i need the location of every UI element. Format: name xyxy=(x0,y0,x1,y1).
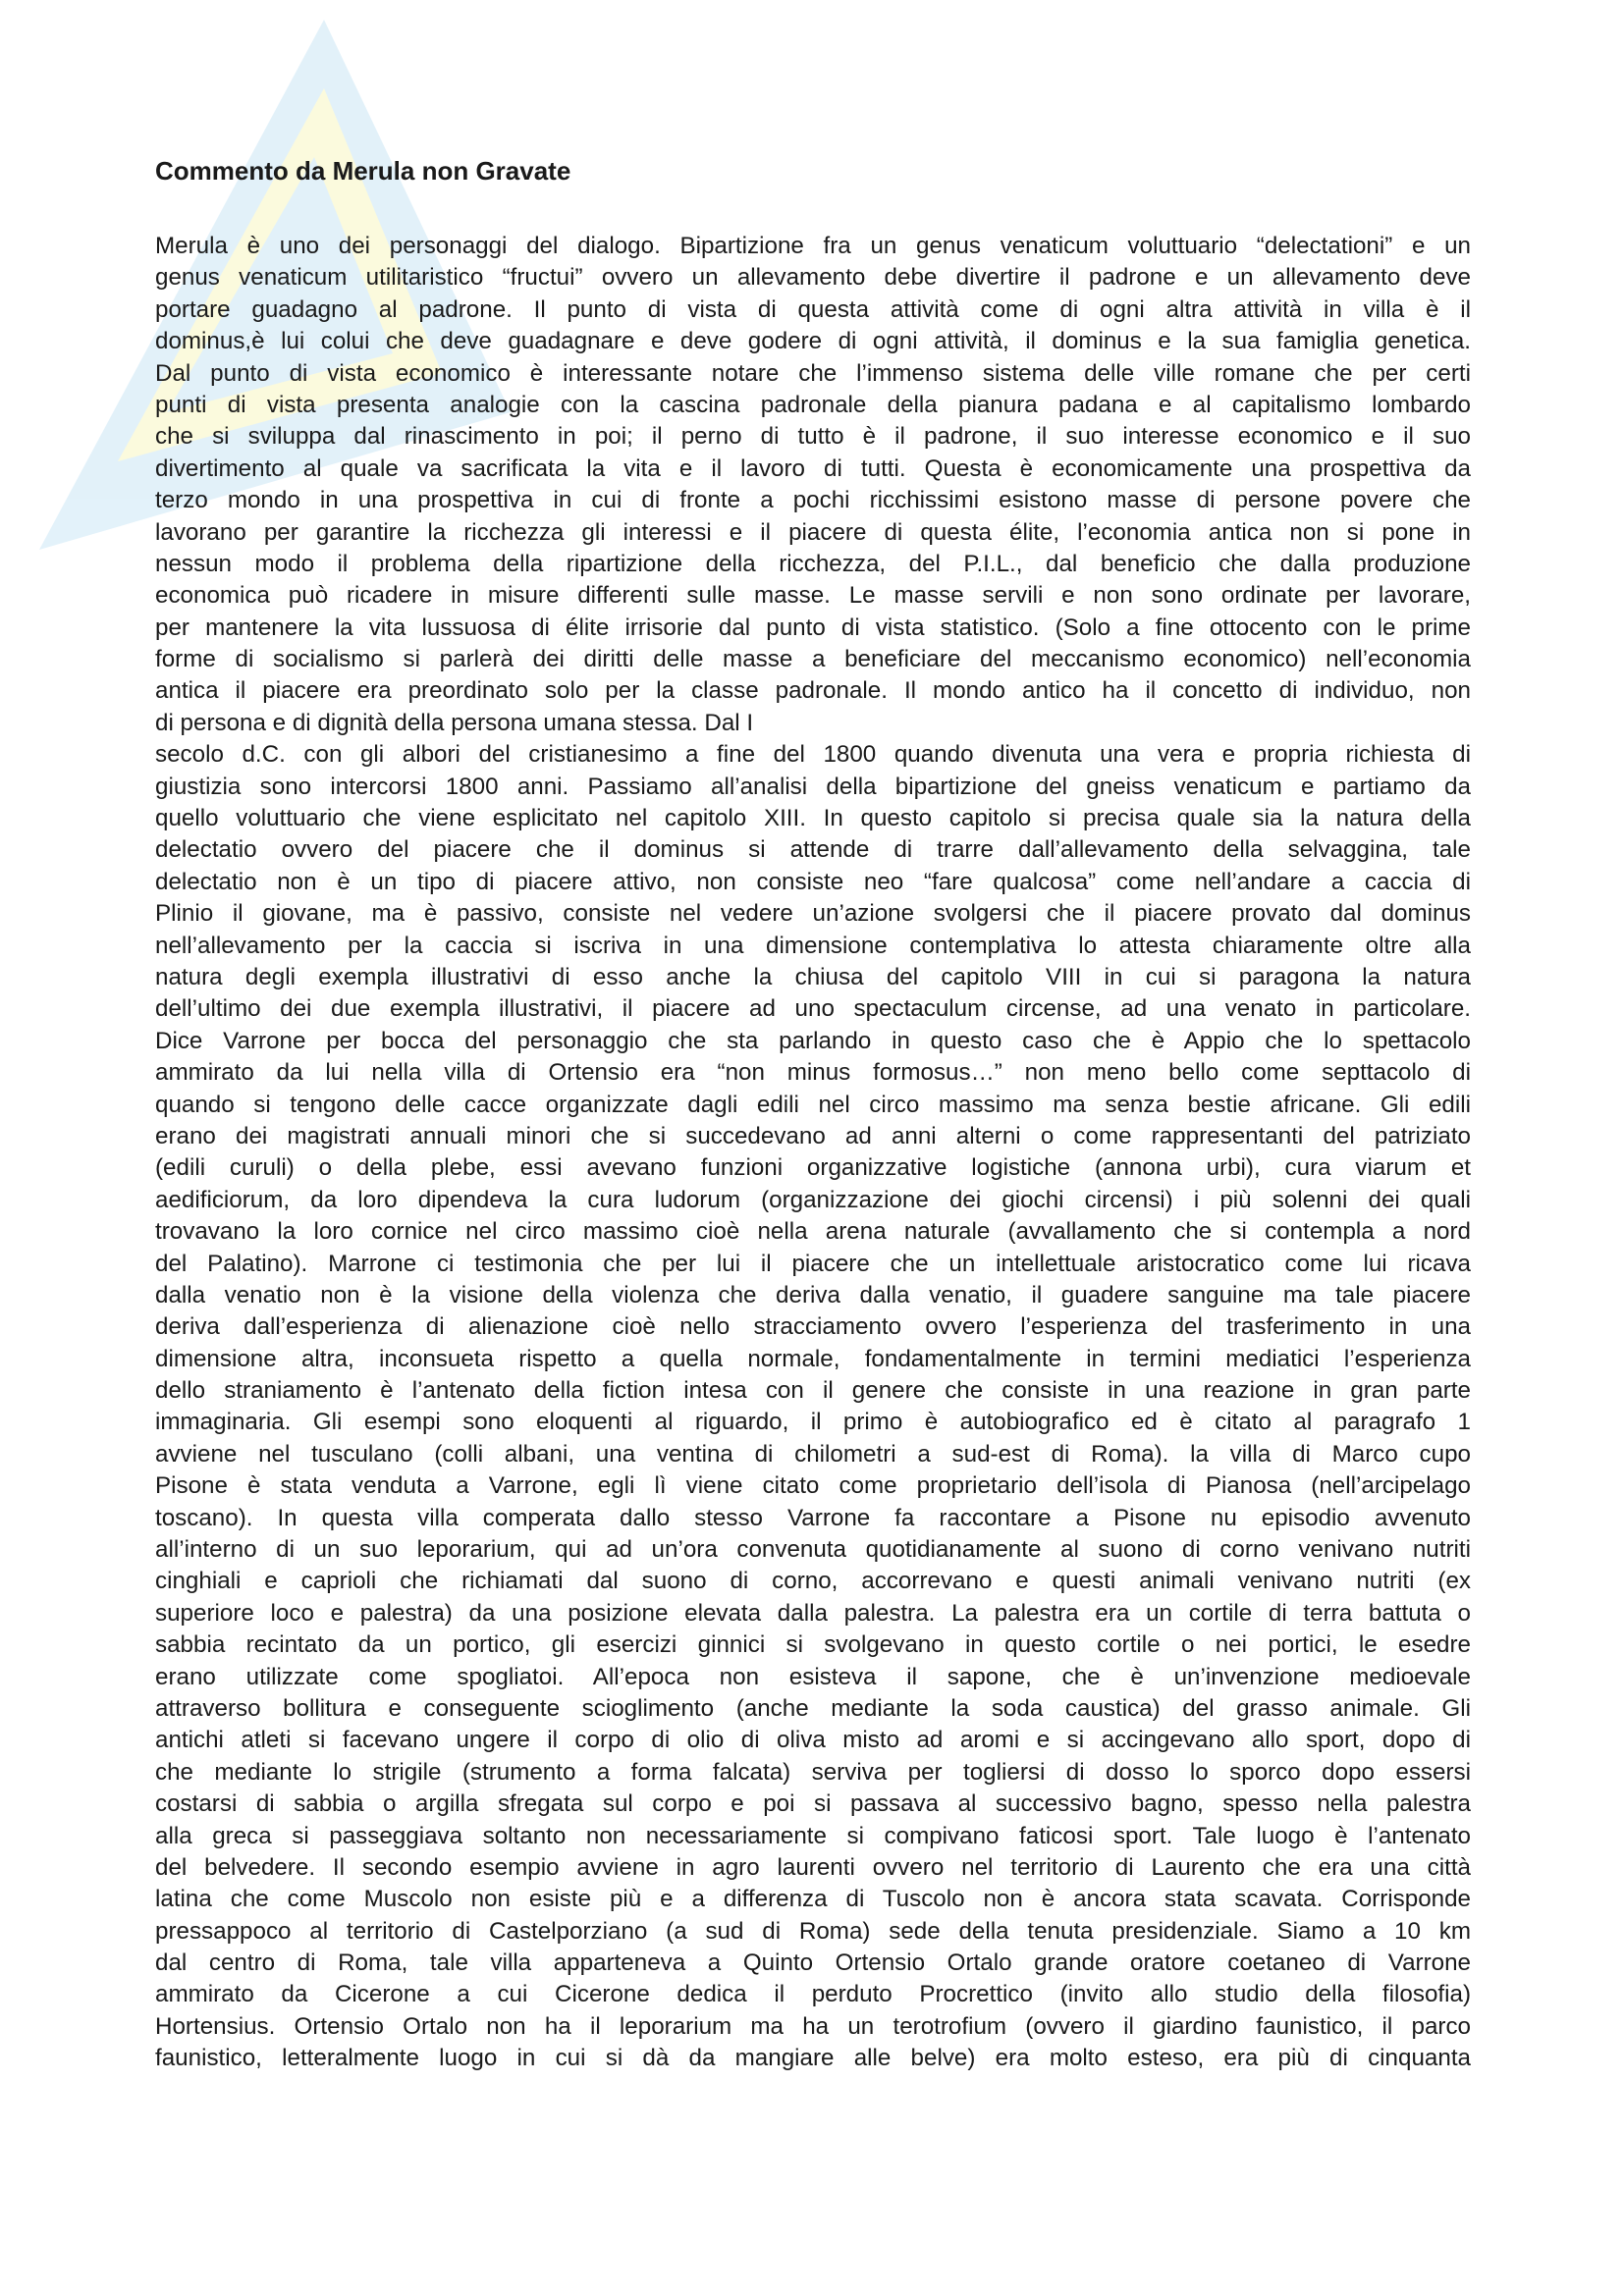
text-line: del Palatino). Marrone ci testimonia che per lui il piacere che un intellettuale aristocratico come lui ricava xyxy=(155,1250,1471,1277)
text-line: nell’allevamento per la caccia si iscriva in una dimensione contemplativa lo attesta chiaramente oltre alla xyxy=(155,932,1471,959)
document-page xyxy=(155,155,1471,2075)
text-line: avviene nel tusculano (colli albani, una ventina di chilometri a sud-est di Roma). la villa di Marco cupo xyxy=(155,1440,1471,1468)
text-line: natura degli exempla illustrativi di esso anche la chiusa del capitolo VIII in cui si paragona la natura xyxy=(155,963,1471,990)
text-line: immaginaria. Gli esempi sono eloquenti al riguardo, il primo è autobiografico ed è citato al paragrafo 1 xyxy=(155,1409,1471,1436)
text-line: attraverso bollitura e conseguente scioglimento (anche mediante la soda caustica) del grasso animale. Gli xyxy=(155,1694,1471,1722)
text-line: genus venaticum utilitaristico “fructui” ovvero un allevamento debe divertire il padrone e un allevamento deve xyxy=(155,264,1471,292)
text-line: deriva dall’esperienza di alienazione cioè nello stracciamento ovvero l’esperienza del trasferimento in una xyxy=(155,1313,1471,1341)
text-line: faunistico, letteralmente luogo in cui si dà da mangiare alle belve) era molto esteso, era più di cinquanta xyxy=(155,2045,1471,2072)
text-line: (edili curuli) o della plebe, essi avevano funzioni organizzative logistiche (annona urbi), cura viarum et xyxy=(155,1154,1471,1182)
text-line: ammirato da Cicerone a cui Cicerone dedica il perduto Procrettico (invito allo studio della filosofia) xyxy=(155,1981,1471,2008)
text-line: dell’ultimo dei due exempla illustrativi, il piacere ad uno spectaculum circense, ad una venato in particolare. xyxy=(155,995,1471,1023)
text-line: Merula è uno dei personaggi del dialogo. Bipartizione fra un genus venaticum voluttuario “delectationi” e un xyxy=(155,233,1471,259)
text-line: quello voluttuario che viene esplicitato nel capitolo XIII. In questo capitolo si precisa quale sia la natura della xyxy=(155,805,1471,832)
text-line: Hortensius. Ortensio Ortalo non ha il leporarium ma ha un terotrofium (ovvero il giardino faunistico, il parco xyxy=(155,2012,1471,2040)
text-line: delectatio non è un tipo di piacere attivo, non consiste neo “fare qualcosa” come nell’andare a caccia di xyxy=(155,868,1471,895)
text-line: che mediante lo strigile (strumento a forma falcata) serviva per togliersi di dosso lo sporco dopo essersi xyxy=(155,1758,1471,1786)
text-line: dal centro di Roma, tale villa apparteneva a Quinto Ortensio Ortalo grande oratore coetaneo di Varrone xyxy=(155,1949,1471,1977)
text-line: quando si tengono delle cacce organizzate dagli edili nel circo massimo ma senza bestie africane. Gli edili xyxy=(155,1091,1471,1118)
text-line: portare guadagno al padrone. Il punto di vista di questa attività come di ogni altra attività in villa è il xyxy=(155,295,1471,323)
text-line: sabbia recintato da un portico, gli esercizi ginnici si svolgevano in questo cortile o nei portici, le esedre xyxy=(155,1631,1471,1659)
text-line: delectatio ovvero del piacere che il dominus si attende di trarre dall’allevamento della selvaggina, tale xyxy=(155,836,1471,864)
text-line: alla greca si passeggiava soltanto non necessariamente si compivano faticosi sport. Tale luogo è l’antenato xyxy=(155,1822,1471,1849)
text-line: erano utilizzate come spogliatoi. All’epoca non esisteva il sapone, che è un’invenzione medioevale xyxy=(155,1663,1471,1690)
text-line: che si sviluppa dal rinascimento in poi; il perno di tutto è il padrone, il suo interesse economico e il suo xyxy=(155,423,1471,451)
document-title: Commento da Merula non Gravate xyxy=(155,156,571,186)
text-line: terzo mondo in una prospettiva in cui di fronte a pochi ricchissimi esistono masse di persone povere che xyxy=(155,487,1471,514)
text-line: all’interno di un suo leporarium, qui ad un’ora convenuta quotidianamente al suono di corno venivano nutriti xyxy=(155,1536,1471,1564)
text-line: superiore loco e palestra) da una posizione elevata dalla palestra. La palestra era un cortile di terra battuta o xyxy=(155,1599,1471,1627)
text-line: giustizia sono intercorsi 1800 anni. Passiamo all’analisi della bipartizione del gneiss venaticum e partiamo da xyxy=(155,773,1471,800)
text-line: erano dei magistrati annuali minori che si succedevano ad anni alterni o come rappresentanti del patriziato xyxy=(155,1122,1471,1149)
text-line: dimensione altra, inconsueta rispetto a quella normale, fondamentalmente in termini mediatici l’esperienza xyxy=(155,1345,1471,1372)
text-line: di persona e di dignità della persona umana stessa. Dal I xyxy=(155,709,754,736)
document-body xyxy=(155,231,1471,2075)
text-line: costarsi di sabbia o argilla sfregata sul corpo e poi si passava al successivo bagno, spesso nella palestra xyxy=(155,1790,1471,1818)
text-line: Pisone è stata venduta a Varrone, egli lì viene citato come proprietario dell’isola di Pianosa (nell’arcipelago xyxy=(155,1472,1471,1500)
text-line: latina che come Muscolo non esiste più e a differenza di Tuscolo non è ancora stata scavata. Corrisponde xyxy=(155,1886,1471,1913)
text-line: Dice Varrone per bocca del personaggio che sta parlando in questo caso che è Appio che lo spettacolo xyxy=(155,1027,1471,1054)
text-line: antica il piacere era preordinato solo per la classe padronale. Il mondo antico ha il concetto di individuo, non xyxy=(155,677,1471,705)
text-line: nessun modo il problema della ripartizione della ricchezza, del P.I.L., dal beneficio che dalla produzione xyxy=(155,550,1471,577)
text-line: dominus,è lui colui che deve guadagnare e deve godere di ogni attività, il dominus e la sua famiglia genetica. xyxy=(155,328,1471,355)
text-line: ammirato da lui nella villa di Ortensio era “non minus formosus…” non meno bello come septtacolo di xyxy=(155,1059,1471,1087)
text-line: per mantenere la vita lussuosa di élite irrisorie dal punto di vista statistico. (Solo a fine ottocento con le prime xyxy=(155,614,1471,641)
text-line: trovavano la loro cornice nel circo massimo cioè nella arena naturale (avvallamento che si contempla a nord xyxy=(155,1218,1471,1246)
text-line: pressappoco al territorio di Castelporziano (a sud di Roma) sede della tenuta presidenziale. Siamo a 10 km xyxy=(155,1917,1471,1945)
text-line: toscano). In questa villa comperata dallo stesso Varrone fa raccontare a Pisone nu episodio avvenuto xyxy=(155,1504,1471,1531)
text-line: cinghiali e caprioli che richiamati dal suono di corno, accorrevano e questi animali venivano nutriti (ex xyxy=(155,1568,1471,1595)
text-line: economica può ricadere in misure differenti sulle masse. Le masse servili e non sono ordinate per lavorare, xyxy=(155,582,1471,610)
text-line: punti di vista presenta analogie con la cascina padronale della pianura padana e al capitalismo lombardo xyxy=(155,391,1471,418)
text-line: Plinio il giovane, ma è passivo, consiste nel vedere un’azione svolgersi che il piacere provato dal dominus xyxy=(155,900,1471,928)
text-line: dalla venatio non è la visione della violenza che deriva dalla venatio, il guadere sanguine ma tale piacere xyxy=(155,1281,1471,1308)
text-line: antichi atleti si facevano ungere il corpo di olio di oliva misto ad aromi e si accingevano allo sport, dopo di xyxy=(155,1727,1471,1754)
text-line: divertimento al quale va sacrificata la vita e il lavoro di tutti. Questa è economicamente una prospettiva da xyxy=(155,454,1471,482)
text-line: forme di socialismo si parlerà dei diritti delle masse a beneficiare del meccanismo economico) nell’economia xyxy=(155,646,1471,673)
text-line: dello straniamento è l’antenato della fiction intesa con il genere che consiste in una reazione in gran parte xyxy=(155,1377,1471,1405)
text-line: secolo d.C. con gli albori del cristianesimo a fine del 1800 quando divenuta una vera e propria richiesta di xyxy=(155,741,1471,769)
text-line: Dal punto di vista economico è interessante notare che l’immenso sistema delle ville romane che per certi xyxy=(155,359,1471,387)
text-line: aedificiorum, da loro dipendeva la cura ludorum (organizzazione dei giochi circensi) i più solenni dei quali xyxy=(155,1186,1471,1213)
text-line: del belvedere. Il secondo esempio avviene in agro laurenti ovvero nel territorio di Laurento che era una città xyxy=(155,1853,1471,1881)
text-line: lavorano per garantire la ricchezza gli interessi e il piacere di questa élite, l’economia antica non si pone in xyxy=(155,518,1471,546)
